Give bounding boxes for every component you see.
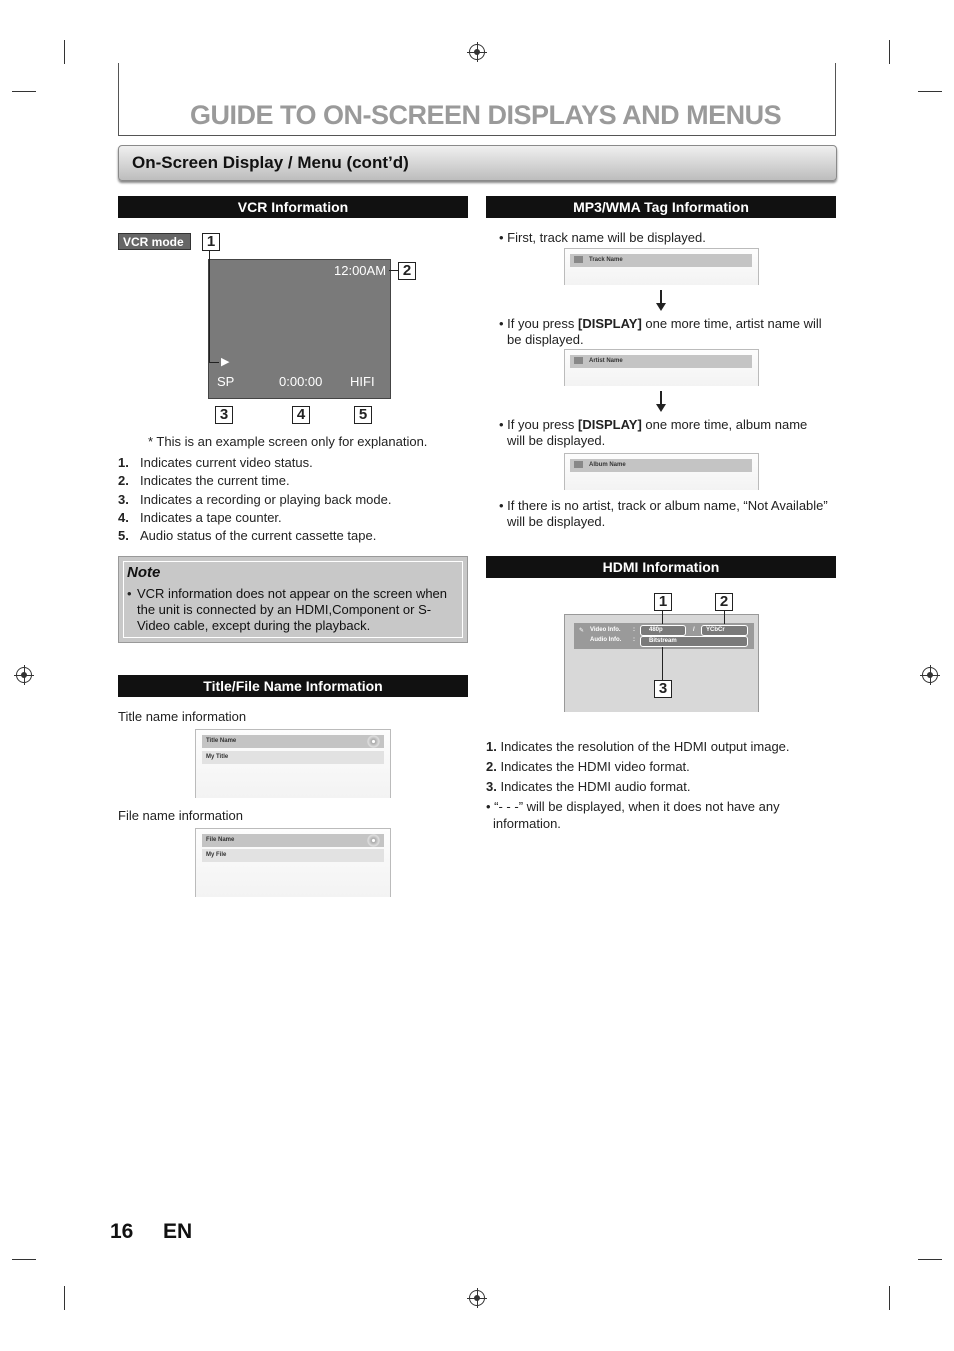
list-item: 2. Indicates the HDMI video format. [486,759,690,774]
album-name-screen [564,453,759,490]
file-caption: File name information [118,808,243,823]
callout-2: 2 [398,262,416,280]
registration-mark-icon [16,667,32,683]
mp3-step4-line2: will be displayed. [507,514,606,529]
page-language: EN [163,1220,193,1243]
mp3-step2: • If you press [DISPLAY] one more time, artist name will [499,316,822,331]
crop-mark [918,91,942,92]
disc-icon [367,834,380,847]
list-item: 5. Audio status of the current cassette tape. [118,528,377,543]
crop-mark [918,1259,942,1260]
hdmi-bullet-line2: information. [493,816,561,831]
microphone-icon [574,357,583,364]
callout-1: 1 [202,233,220,251]
vcr-audio: HIFI [350,374,375,389]
vcr-screen [208,259,391,399]
title-caption: Title name information [118,709,247,724]
music-note-icon [574,256,583,263]
callout-3: 3 [215,406,233,424]
leader-line [662,611,663,624]
vcr-footnote: * This is an example screen only for explanation. [148,434,428,449]
note-bullet: • [127,586,132,601]
leader-line [209,362,219,363]
section-bar [118,145,837,181]
artist-name-screen [564,349,759,386]
leader-line [662,647,663,680]
list-item: 3. Indicates a recording or playing back mode. [118,492,392,507]
file-name-screen [195,828,391,897]
hdmi-heading: HDMI Information [486,556,836,578]
page-title: GUIDE TO ON-SCREEN DISPLAYS AND MENUS [190,100,782,130]
vcr-heading: VCR Information [118,196,468,218]
callout-5: 5 [354,406,372,424]
crop-mark [12,91,36,92]
leader-line [209,251,210,363]
arrow-down-icon [660,290,662,309]
file-name-row: My File [202,849,384,862]
list-item: 1. Indicates current video status. [118,455,313,470]
arrow-down-icon [660,391,662,410]
hdmi-video-label: Video Info. [590,627,621,633]
note-box [118,556,468,643]
title-file-heading: Title/File Name Information [118,675,468,697]
disc-icon [367,735,380,748]
list-item: 2. Indicates the current time. [118,473,290,488]
note-text: VCR information does not appear on the screen when the unit is connected by an HDMI,Component or S-Video cable, except during the playback. [137,586,448,633]
callout-4: 4 [292,406,310,424]
hdmi-video-format: YCbCr [701,625,748,636]
section-title: On-Screen Display / Menu (cont’d) [132,153,409,172]
crop-mark [889,40,890,64]
hdmi-colon: : [633,627,635,633]
mp3-step2-line2: be displayed. [507,332,584,347]
registration-mark-icon [469,1290,485,1306]
file-name-bar: File Name [202,834,384,847]
mp3-step1: • First, track name will be displayed. [499,230,706,245]
hdmi-resolution: 480p [640,625,686,636]
title-name-row: My Title [202,751,384,764]
hdmi-icon: ✎ [579,628,585,634]
hdmi-bullet: • “- - -” will be displayed, when it does not have any [486,799,780,814]
vcr-status-icon: ▶ [221,356,230,368]
crop-mark [64,1286,65,1310]
hdmi-callout-3: 3 [654,680,672,698]
mp3-step3-line2: will be displayed. [507,433,606,448]
list-item: 1. Indicates the resolution of the HDMI output image. [486,739,790,754]
note-title: Note [127,564,161,581]
list-item: 4. Indicates a tape counter. [118,510,282,525]
hdmi-colon: : [633,637,635,643]
vcr-mode: SP [217,374,235,389]
title-name-bar: Title Name [202,735,384,748]
crop-mark [64,40,65,64]
page-number: 16 [110,1220,134,1243]
hdmi-callout-2: 2 [715,593,733,611]
leader-line [724,611,725,624]
hdmi-callout-1: 1 [654,593,672,611]
artist-name-bar: Artist Name [570,355,752,368]
mp3-heading: MP3/WMA Tag Information [486,196,836,218]
registration-mark-icon [469,44,485,60]
list-item: 3. Indicates the HDMI audio format. [486,779,691,794]
vcr-mode-badge: VCR mode [118,233,191,250]
hdmi-audio-format: Bitstream [640,636,748,647]
crop-mark [889,1286,890,1310]
hdmi-slash: / [693,627,695,633]
registration-mark-icon [922,667,938,683]
mp3-step3: • If you press [DISPLAY] one more time, album name [499,417,808,432]
track-name-bar: Track Name [570,254,752,267]
track-name-screen [564,248,759,285]
vcr-time: 12:00AM [334,263,387,278]
title-name-screen [195,729,391,798]
album-name-bar: Album Name [570,459,752,472]
hdmi-audio-label: Audio Info. [590,637,622,643]
mp3-step4: • If there is no artist, track or album name, “Not Available” [499,498,828,513]
vcr-counter: 0:00:00 [279,374,323,389]
album-icon [574,461,583,468]
crop-mark [12,1259,36,1260]
